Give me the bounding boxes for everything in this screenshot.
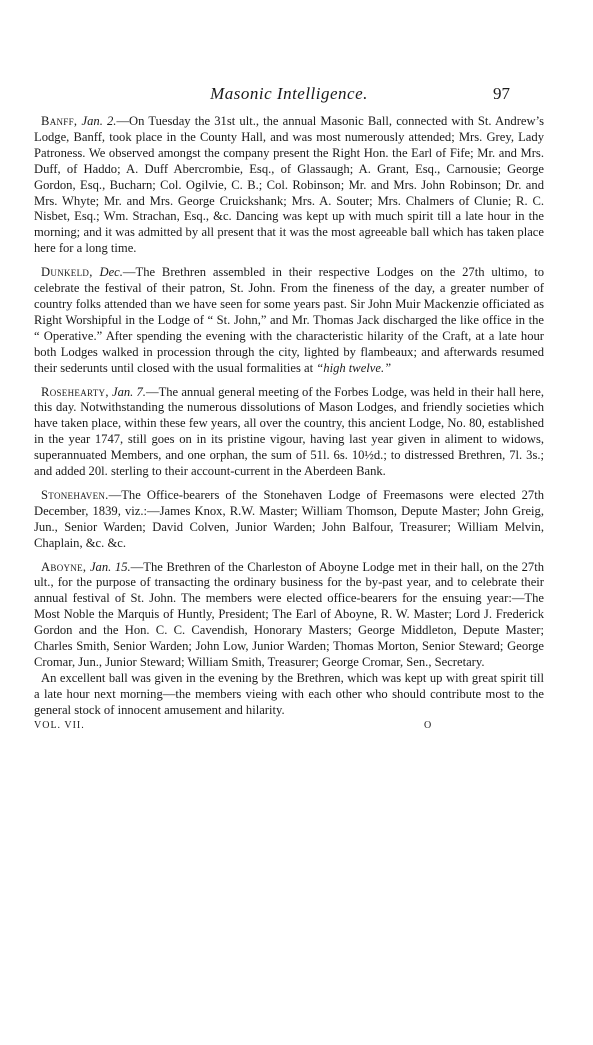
article-aboyne (34, 560, 544, 671)
volume-mark: VOL. VII. (34, 719, 85, 731)
page-number: 97 (493, 84, 510, 103)
article-place: Stonehaven. (41, 487, 109, 502)
article-place: Dunkeld, (41, 265, 93, 280)
article-place: Aboyne, (41, 559, 87, 574)
article-text-italic: “high twelve.” (316, 360, 392, 375)
article-date: Jan. 2. (81, 114, 117, 128)
article-text: —On Tuesday the 31st ult., the annual Masonic Ball, connected with St. Andrew’s Lodge, Banff, took place in the County Hall, and was most numerously attended; Mrs. Grey, Lady Patroness. We observed amongst the company present the Right Hon. the Earl of Fife; Mr. and Mrs. Duff, of Haddo; A. Duff Abercrombie, Esq., of Glassaugh; A. Grant, Esq., Carnousie; George Gordon, Esq., Bucharn; Col. Ogilvie, C. B.; Col. Robinson; Mr. and Mrs. John Robinson; Dr. and Mrs. Whyte; Mr. and Mrs. George Cruickshank; Mrs. A. Souter; Mrs. Chalmers of Clunie; R. C. Nisbet, Esq.; Wm. Strachan, Esq., &c. Dancing was kept up with much spirit till a late hour in the morning; and it was admitted by all present that it was the most agreeable ball which has taken place here for a long time. (34, 114, 544, 256)
article-stonehaven (34, 488, 544, 552)
article-place: Rosehearty, (41, 384, 109, 399)
article-text: —The Brethren of the Charleston of Aboyne Lodge met in their hall, on the 27th ult., for the purpose of transacting the ordinary business for the by-past year, and to celebrate their annual festival of St. John. The members were elected office-bearers for the ensuing year:—The Most Noble the Marquis of Huntly, President; The Earl of Aboyne, R. W. Master; Lord J. Frederick Gordon and the Hon. C. C. Cavendish, Honorary Masters; George Middleton, Depute Master; Charles Smith, Senior Warden; John Low, Junior Warden; Thomas Morton, Senior Steward; George Cromar, Jun., Junior Steward; William Smith, Treasurer; George Cromar, Sen., Secretary. (34, 559, 544, 669)
article-text: —The Brethren assembled in their respective Lodges on the 27th ultimo, to celebrate the festival of their patron, St. John. From the fineness of the day, a greater number of country folks attended than we have seen for some years past. Sir John Muir Mackenzie officiated as Right Worshipful in the Lodge of “ St. John,” and Mr. Thomas Jack discharged the like office in the “ Operative.” After spending the evening with the characteristic hilarity of the Craft, at a late hour both Lodges walked in procession through the city, lighted by flambeaux; and afterwards resumed their sederunts until closed with the usual formalities at (34, 265, 544, 375)
article-dunkeld (34, 265, 544, 376)
page-header (34, 84, 544, 110)
signature-mark: O (424, 719, 432, 731)
page-footer (34, 720, 544, 736)
article-date: Jan. 15. (89, 559, 131, 574)
article-banff (34, 114, 544, 257)
article-date: Dec. (99, 265, 123, 280)
closing-paragraph: An excellent ball was given in the evening by the Brethren, which was kept up with great spirit till a late hour next morning—the members vieing with each other who should contribute most to the general stock of innocent amusement and hilarity. (34, 670, 544, 717)
document-page (34, 84, 544, 736)
article-rosehearty (34, 385, 544, 480)
article-date: Jan. 7. (112, 384, 146, 399)
article-text: —The Office-bearers of the Stonehaven Lodge of Freemasons were elected 27th December, 1839, viz.:—James Knox, R.W. Master; William Thomson, Depute Master; John Greig, Jun., Senior Warden; David Colven, Junior Warden; John Balfour, Treasurer; William Melvin, Chaplain, &c. &c. (34, 487, 544, 550)
article-text: —The annual general meeting of the Forbes Lodge, was held in their hall here, this day. Notwithstanding the numerous dissolutions of Mason Lodges, and friendly societies which have taken place, within these few years, all over the country, this ancient Lodge, No. 80, established in the year 1747, still goes on in its pristine vigour, having last year given in aliment to widows, superannuated Members, and one orphan, the sum of 51l. 6s. 10½d.; to distressed Brethren, 7l. 3s.; and added 20l. sterling to their account-current in the Aberdeen Bank. (34, 384, 544, 479)
article-place: Banff, (41, 114, 78, 128)
running-title: Masonic Intelligence. (210, 84, 368, 103)
